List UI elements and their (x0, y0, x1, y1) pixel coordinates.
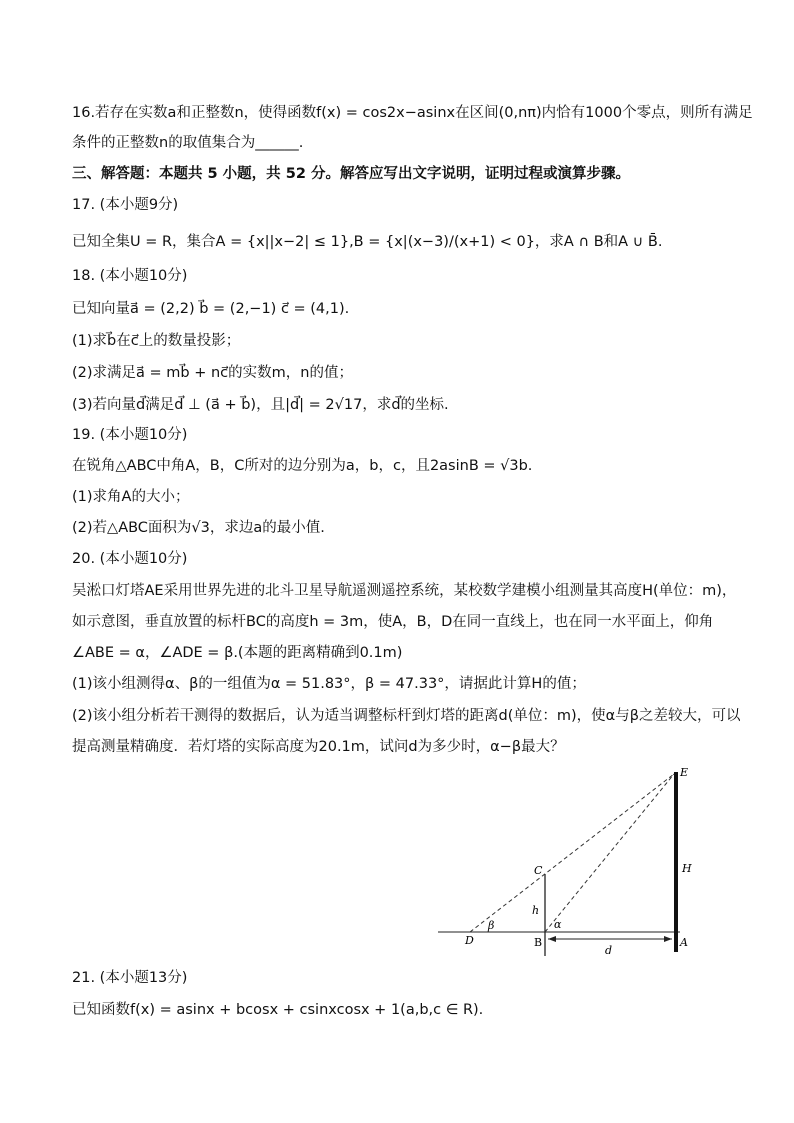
q18-part-1: (1)求b⃗在c⃗上的数量投影； (72, 333, 241, 349)
label-E: E (680, 766, 689, 779)
q21-body: 已知函数f(x) = asinx + bcosx + csinxcosx + 1(a,b,c ∈ R). (72, 1002, 484, 1018)
label-alpha: α (554, 918, 562, 931)
label-C: C (534, 864, 543, 877)
q18-part-2: (2)求满足a⃗ = mb⃗ + nc⃗的实数m，n的值； (72, 365, 353, 381)
lighthouse-diagram (430, 762, 700, 962)
q20-part-2-line-2: 提高测量精确度．若灯塔的实际高度为20.1m，试问d为多少时，α−β最大？ (72, 739, 565, 755)
sight-line-DE (470, 774, 674, 932)
label-A: A (680, 936, 688, 949)
label-H: H (682, 862, 692, 875)
q21-header: 21. (本小题13分) (72, 970, 188, 986)
q20-header: 20. (本小题10分) (72, 551, 188, 567)
q20-part-1: (1)该小组测得α、β的一组值为α = 51.83°，β = 47.33°，请据此计算H的值； (72, 676, 586, 692)
q19-part-2: (2)若△ABC面积为√3，求边a的最小值. (72, 520, 325, 536)
section-heading: 三、解答题：本题共 5 小题，共 52 分。解答应写出文字说明，证明过程或演算步骤。 (72, 166, 630, 182)
q18-part-3: (3)若向量d⃗满足d⃗ ⊥ (a⃗ + b⃗)，且|d⃗| = 2√17，求d⃗的坐标. (72, 397, 449, 413)
q20-body-3: ∠ABE = α，∠ADE = β.(本题的距离精确到0.1m) (72, 645, 403, 661)
q20-body-1: 吴淞口灯塔AE采用世界先进的北斗卫星导航遥测遥控系统，某校数学建模小组测量其高度H(单位：m)， (72, 583, 737, 599)
label-B: B (534, 936, 543, 949)
q17-body: 已知全集U = R，集合A = {x||x−2| ≤ 1},B = {x|(x−3)/(x+1) < 0}，求A ∩ B和A ∪ B̄. (72, 234, 663, 250)
q20-part-2-line-1: (2)该小组分析若干测得的数据后，认为适当调整标杆到灯塔的距离d(单位：m)，使α与β之差较大，可以 (72, 708, 741, 724)
q19-header: 19. (本小题10分) (72, 427, 188, 443)
label-h: h (532, 904, 540, 917)
q17-header: 17. (本小题9分) (72, 197, 179, 213)
sight-line-BE (545, 774, 674, 932)
q19-part-1: (1)求角A的大小； (72, 489, 190, 505)
q19-body: 在锐角△ABC中角A，B，C所对的边分别为a，b，c，且2asinB = √3b. (72, 458, 533, 474)
q16-line-2: 条件的正整数n的取值集合为______. (72, 135, 304, 151)
q18-header: 18. (本小题10分) (72, 268, 188, 284)
q16-line-1: 16.若存在实数a和正整数n，使得函数f(x) = cos2x−asinx在区间(0,nπ)内恰有1000个零点，则所有满足 (72, 105, 753, 121)
lighthouse-diagram-svg (430, 762, 700, 962)
arrow-head-right (664, 936, 672, 942)
arrow-head-left (548, 936, 556, 942)
label-d: d (605, 944, 613, 957)
label-beta: β (488, 919, 495, 932)
q20-body-2: 如示意图，垂直放置的标杆BC的高度h = 3m，使A，B，D在同一直线上，也在同一水平面上，仰角 (72, 614, 714, 630)
q18-body: 已知向量a⃗ = (2,2) b⃗ = (2,−1) c⃗ = (4,1). (72, 301, 350, 317)
label-D: D (465, 934, 474, 947)
